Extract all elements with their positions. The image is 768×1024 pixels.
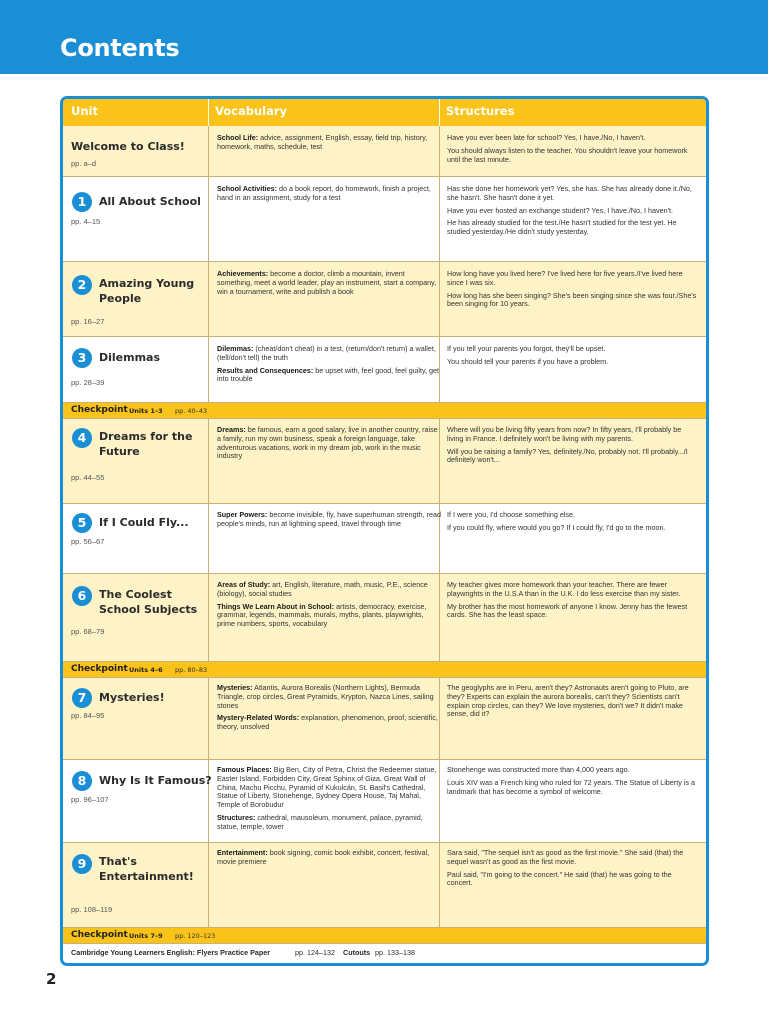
unit-number-badge: 7 [72, 688, 92, 708]
structures-cell: My teacher gives more homework than your teacher. There are fewer playwrights in the U.S.A than in the U.K. I do less exercise than my sister. My brother has the most homework of anyone I know. Jenny has the fewest cards. She has the least space. [447, 580, 688, 620]
structures-cell: If I were you, I'd choose something else. If you could fly, where would you go? If I could fly, I'd go to the moon. [447, 510, 666, 532]
vocab-cell: Entertainment: book signing, comic book exhibit, concert, festival, movie premiere [217, 848, 430, 866]
unit-title: The Coolest School Subjects [99, 588, 198, 616]
unit-number-badge: 8 [72, 771, 92, 791]
header-structures: Structures [446, 104, 515, 118]
unit-row-9 [63, 843, 706, 928]
vocab-cell: Super Powers: become invisible, fly, have superhuman strength, read people's minds, run at lightning speed, travel through time [217, 510, 441, 528]
unit-row-3 [63, 337, 706, 403]
unit-number-badge: 4 [72, 428, 92, 448]
structures-cell: Stonehenge was constructed more than 4,000 years ago. Louis XIV was a French king who ruled for 72 years. The Statue of Liberty is a landmark that has become a symbol of welcome. [447, 765, 695, 796]
unit-row-8 [63, 760, 706, 843]
checkpoint-row [63, 928, 706, 944]
unit-number-badge: 2 [72, 275, 92, 295]
checkpoint-label: Checkpoint [71, 664, 128, 674]
page-title: Contents [60, 34, 180, 62]
unit-pages: pp. 108–119 [71, 905, 113, 914]
header-vocabulary: Vocabulary [215, 104, 288, 118]
checkpoint-pages: pp. 80–83 [175, 666, 208, 674]
vocab-cell: Achievements: become a doctor, climb a mountain, invent something, meet a world leader, play an instrument, start a company, win a tournament, write and publish a book [217, 269, 437, 296]
checkpoint-label: Checkpoint [71, 930, 128, 940]
checkpoint-units: Units 1–3 [129, 407, 163, 415]
unit-pages: pp. a–d [71, 159, 97, 168]
unit-title: Welcome to Class! [71, 140, 185, 153]
unit-number-badge: 3 [72, 348, 92, 368]
unit-pages: pp. 44–55 [71, 473, 105, 482]
contents-table [60, 96, 709, 966]
vocab-cell: School Activities: do a book report, do homework, finish a project, hand in an assignment, study for a test [217, 184, 431, 202]
unit-number-badge: 5 [72, 513, 92, 533]
unit-number-badge: 6 [72, 586, 92, 606]
structures-cell: If you tell your parents you forgot, they'll be upset. You should tell your parents if you have a problem. [447, 344, 609, 366]
checkpoint-label: Checkpoint [71, 405, 128, 415]
structures-cell: Has she done her homework yet? Yes, she has. She has already done it./No, she hasn't. She hasn't done it yet. Have you ever hosted an exchange student? Yes, I have./No, I haven't. He has already studied for the test./He hasn't studied for the test yet. He studied yesterday./He didn't study yesterday. [447, 184, 692, 237]
vocab-cell: Dreams: be famous, earn a good salary, live in another country, raise a family, run my own business, speak a foreign language, take adventurous vacations, work in my dream job, work in the music industry [217, 425, 438, 461]
unit-pages: pp. 84–95 [71, 711, 105, 720]
structures-cell: The geoglyphs are in Peru, aren't they? Astronauts aren't going to Pluto, are they? Experts can explain the aurora borealis, can't they? Scientists can't explain crop circles, can they? We love mysteries, don't we? It didn't make sense, did it? [447, 683, 689, 719]
vocab-cell: Mysteries: Atlantis, Aurora Borealis (Northern Lights), Bermuda Triangle, crop circles, Great Pyramids, Krypton, Nazca Lines, sailing stones Mystery-Related Words: explanation, phenomenon, proof, scientific, theory, unsolved [217, 683, 438, 732]
structures-cell: Have you ever been late for school? Yes, I have./No, I haven't. You should always listen to the teacher. You shouldn't leave your homework until the last minute. [447, 133, 688, 164]
vocab-cell: Areas of Study: art, English, literature, math, music, P.E., science (biology), social studies Things We Learn About in School: artists, democracy, exercise, grammar, legends, mammals, murals, myths, plants, playwrights, prime numbers, sports, vocabulary [217, 580, 428, 629]
vocab-cell: Famous Places: Big Ben, City of Petra, Christ the Redeemer statue, Easter Island, Forbidden City, Great Sphinx of Giza, Great Wall of China, Machu Picchu, Pyramid of Kukulcán, St. Basil's Cathedral, Statue of Liberty, Stonehenge, Sydney Opera House, Taj Mahal, Temple of Borobudur Structures: cathedral, mausoleum, monument, palace, pyramid, statue, temple, tower [217, 765, 437, 831]
unit-number-badge: 9 [72, 854, 92, 874]
vocab-cell: Dilemmas: (cheat/don't cheat) in a test, (return/don't return) a wallet, (tell/don't tell) the truth Results and Consequences: be upset with, feel good, feel guilty, get into trouble [217, 344, 439, 384]
unit-row-4 [63, 419, 706, 504]
unit-title: Why Is It Famous? [99, 774, 212, 787]
unit-pages: pp. 68–79 [71, 627, 105, 636]
unit-pages: pp. 28–39 [71, 378, 105, 387]
cutouts-label: Cutouts [343, 948, 371, 957]
unit-title: If I Could Fly... [99, 516, 189, 529]
checkpoint-pages: pp. 40–43 [175, 407, 208, 415]
structures-cell: Sara said, "The sequel isn't as good as the first movie." She said (that) the sequel wasn't as good as the first movie. Paul said, "I'm going to the concert." He said (that) he was going to the concert. [447, 848, 684, 888]
column-separator [439, 99, 440, 126]
vocab-cell: School Life: advice, assignment, English, essay, field trip, history, homework, maths, schedule, test [217, 133, 428, 151]
column-separator [208, 99, 209, 126]
unit-row-2 [63, 262, 706, 337]
unit-pages: pp. 56–67 [71, 537, 105, 546]
header-unit: Unit [71, 104, 98, 118]
unit-title: That's Entertainment! [99, 855, 194, 883]
checkpoint-row [63, 403, 706, 419]
unit-title: Mysteries! [99, 691, 165, 704]
unit-pages: pp. 16–27 [71, 317, 105, 326]
structures-cell: How long have you lived here? I've lived here for five years./I've lived here since I was six. How long has she been singing? She's been singing since she was four./She's been singing for 10 years. [447, 269, 697, 309]
extras-row [63, 945, 706, 960]
checkpoint-pages: pp. 120–123 [175, 932, 216, 940]
unit-title: Amazing Young People [99, 277, 195, 305]
unit-title: All About School [99, 195, 201, 208]
unit-row-welcome [63, 126, 706, 177]
unit-row-1 [63, 177, 706, 262]
unit-title: Dilemmas [99, 351, 161, 364]
unit-pages: pp. 96–107 [71, 795, 109, 804]
unit-pages: pp. 4–15 [71, 217, 101, 226]
checkpoint-units: Units 4–6 [129, 666, 163, 674]
column-headers [63, 99, 706, 126]
unit-row-5 [63, 504, 706, 574]
checkpoint-units: Units 7–9 [129, 932, 163, 940]
cutouts-pages: pp. 133–138 [375, 948, 415, 957]
structures-cell: Where will you be living fifty years from now? In fifty years, I'll probably be living in France. I definitely won't be living with my parents. Will you be raising a family? Yes, definitely./No, probably not. I'll probably.../I definitely won't... [447, 425, 688, 465]
unit-number-badge: 1 [72, 192, 92, 212]
checkpoint-row [63, 662, 706, 678]
flyers-paper-pages: pp. 124–132 [295, 948, 335, 957]
unit-row-7 [63, 678, 706, 760]
unit-row-6 [63, 574, 706, 662]
unit-title: Dreams for the Future [99, 430, 193, 458]
flyers-paper-label: Cambridge Young Learners English: Flyers Practice Paper [71, 948, 271, 957]
page-number: 2 [46, 970, 57, 988]
